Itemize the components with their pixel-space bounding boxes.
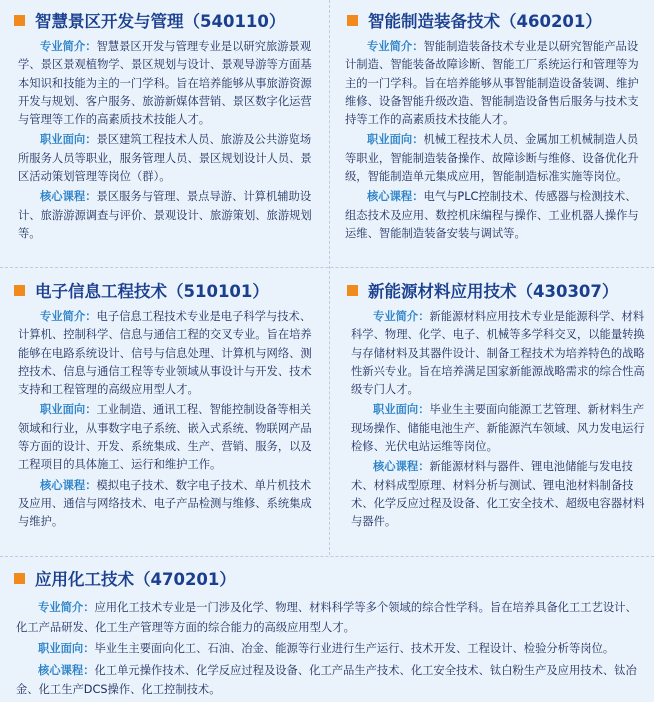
career-section <box>16 639 648 659</box>
intro-label: 专业简介： <box>40 310 97 323</box>
courses-section <box>351 458 646 531</box>
courses-label: 核心课程： <box>38 663 95 677</box>
career-label: 职业面向： <box>367 133 424 147</box>
intro-text: 智能制造装备技术专业是以研究智能产品设计制造、智能装备故障诊断、智能工厂系统运行和管理等为主的一门学科。旨在培养能够从事智能制造设备装调、维护维修、设备智能升级改造、智能制造设备售后服务与技术支持等工作的高素质技术技能人才。 <box>345 40 639 127</box>
vertical-divider <box>329 0 330 555</box>
intro-text: 新能源材料应用技术专业是能源科学、材料科学、物理、化学、电子、机械等多学科交叉，以能量转换与存储材料及其器件设计、制备工程技术为培养特色的战略性新兴专业。旨在培养满足国家新能源战略需求的综合性高级专门人才。 <box>351 310 645 397</box>
orange-square-icon <box>14 285 25 296</box>
intro-section <box>351 308 646 399</box>
major-card-applied-chemical <box>0 558 654 697</box>
major-title-text: 应用化工技术（470201） <box>35 570 236 589</box>
courses-text: 电气与PLC控制技术、传感器与检测技术、组态技术及应用、数控机床编程与操作、工业机器人操作与运维、智能制造装备安装与调试等。 <box>345 190 639 240</box>
career-text: 景区建筑工程技术人员、旅游及公共游览场所服务人员等职业，服务管理人员、景区规划设计人员、景区活动策划管理等岗位（群）。 <box>18 133 312 184</box>
major-body <box>18 308 318 534</box>
intro-label: 专业简介： <box>38 601 95 614</box>
major-title <box>14 566 236 590</box>
major-card-intelligent-manufacturing <box>333 0 654 266</box>
major-card-new-energy-materials <box>333 270 654 555</box>
intro-label: 专业简介： <box>373 310 430 323</box>
major-title <box>14 278 269 302</box>
intro-label: 专业简介： <box>367 40 424 53</box>
career-label: 职业面向： <box>40 403 97 417</box>
major-title-text: 智慧景区开发与管理（540110） <box>35 12 286 31</box>
intro-section <box>345 38 646 129</box>
courses-section <box>345 188 646 243</box>
intro-text: 电子信息工程技术专业是电子科学与技术、计算机、控制科学、信息与通信工程的交叉专业。旨在培养能够在电路系统设计、信号与信息处理、计算机与网络、测控技术、信息与通信工程等专业领域从事设计与开发、技术支持和工程管理的高级应用型人才。 <box>18 310 312 397</box>
career-section <box>18 131 318 186</box>
career-section <box>351 401 646 456</box>
orange-square-icon <box>347 15 358 26</box>
horizontal-divider <box>0 556 654 557</box>
courses-section <box>18 188 318 243</box>
career-label: 职业面向： <box>38 642 95 655</box>
orange-square-icon <box>347 285 358 296</box>
career-section <box>345 131 646 186</box>
major-title <box>347 278 618 302</box>
career-text: 毕业生主要面向化工、石油、冶金、能源等行业进行生产运行、技术开发、工程设计、检验分析等岗位。 <box>94 642 615 655</box>
major-title-text: 电子信息工程技术（510101） <box>35 282 269 301</box>
major-card-scenic-area <box>0 0 326 266</box>
courses-label: 核心课程： <box>40 478 97 492</box>
intro-text: 应用化工技术专业是一门涉及化学、物理、材料科学等多个领域的综合性学科。旨在培养具备化工工艺设计、化工产品研发、化工生产管理等方面的综合能力的高级应用型人才。 <box>16 601 637 634</box>
courses-text: 化工单元操作技术、化学反应过程及设备、化工产品生产技术、化工安全技术、钛白粉生产及应用技术、钛冶金、化工生产DCS操作、化工控制技术。 <box>16 663 637 696</box>
career-text: 工业制造、通讯工程、智能控制设备等相关领域和行业，从事数字电子系统、嵌入式系统、物联网产品等方面的设计、开发、系统集成、生产、营销、服务，以及工程项目的具体施工、运行和维护工作。 <box>18 403 312 472</box>
courses-section <box>16 661 648 700</box>
major-body <box>16 598 648 702</box>
courses-label: 核心课程： <box>40 190 97 204</box>
career-text: 机械工程技术人员、金属加工机械制造人员等职业，智能制造装备操作、故障诊断与维修、设备优化升级，智能制造单元集成应用，智能制造标准实施等岗位。 <box>345 133 639 184</box>
courses-text: 新能源材料与器件、锂电池储能与发电技术、材料成型原理、材料分析与测试、锂电池材料制备技术、化学反应过程及设备、化工安全技术、超级电容器材料与器件。 <box>351 460 645 529</box>
career-label: 职业面向： <box>40 133 97 147</box>
intro-text: 智慧景区开发与管理专业是以研究旅游景观学、景区景观植物学、景区规划与设计、景观导游等方面基本知识和技能为主的一门学科。旨在培养能够从事旅游资源开发与规划、客户服务、旅游新媒体营销、景区数字化运营与管理等工作的高素质技术技能人才。 <box>18 40 312 127</box>
courses-label: 核心课程： <box>373 460 430 474</box>
courses-text: 模拟电子技术、数字电子技术、单片机技术及应用、通信与网络技术、电子产品检测与维修、系统集成与维护。 <box>18 478 312 529</box>
courses-label: 核心课程： <box>367 190 424 204</box>
intro-section <box>18 38 318 129</box>
major-title-text: 智能制造装备技术（460201） <box>368 12 602 31</box>
courses-text: 景区服务与管理、景点导游、计算机辅助设计、旅游游源调查与评价、景观设计、旅游策划、旅游规划等。 <box>18 190 312 240</box>
major-body <box>345 38 646 245</box>
career-label: 职业面向： <box>373 403 430 417</box>
major-title <box>14 8 285 32</box>
intro-section <box>18 308 318 399</box>
major-card-electronic-information <box>0 270 326 555</box>
courses-section <box>18 477 318 532</box>
major-title <box>347 8 602 32</box>
horizontal-divider <box>0 267 654 268</box>
career-text: 毕业生主要面向能源工艺管理、新材料生产现场操作、储能电池生产、新能源汽车领域、风力发电运行检修、光伏电站运维等岗位。 <box>351 403 645 454</box>
orange-square-icon <box>14 15 25 26</box>
intro-section <box>16 598 648 637</box>
intro-label: 专业简介： <box>40 40 97 53</box>
major-body <box>351 308 646 534</box>
major-body <box>18 38 318 245</box>
career-section <box>18 401 318 474</box>
orange-square-icon <box>14 573 25 584</box>
major-title-text: 新能源材料应用技术（430307） <box>368 282 619 301</box>
